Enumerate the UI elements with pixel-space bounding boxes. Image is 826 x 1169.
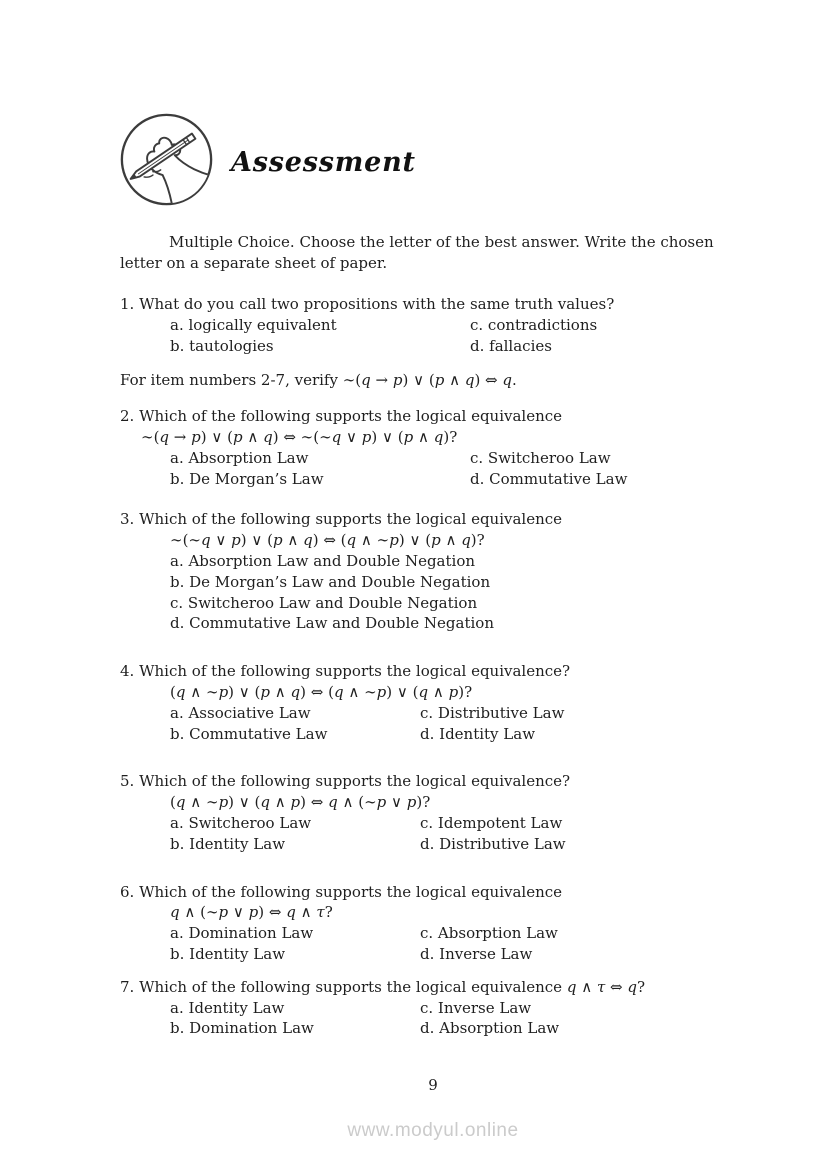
options-list xyxy=(170,448,770,490)
verify-note-formula: ∼(q → p) ∨ (p ∧ q) ⇔ q. xyxy=(342,371,517,390)
question-number: 1. xyxy=(120,295,135,313)
question-group-1 xyxy=(120,294,770,356)
options-list xyxy=(170,813,770,855)
option-b: b. Identity Law xyxy=(170,834,286,853)
option-d: d. Absorption Law xyxy=(420,1019,560,1038)
instructions-paragraph: Multiple Choice. Choose the letter of the best answer. Write the chosen letter on a separate sheet of paper. xyxy=(120,233,714,272)
option-a: a. Absorption Law and Double Negation xyxy=(170,551,476,570)
option-c: c. Inverse Law xyxy=(420,998,532,1017)
option-a: a. Domination Law xyxy=(170,924,314,943)
question-formula: q ∧ (∼p ∨ p) ⇔ q ∧ τ? xyxy=(170,903,333,922)
option-b: b. De Morgan’s Law and Double Negation xyxy=(170,572,491,591)
option-c: c. Switcheroo Law and Double Negation xyxy=(170,593,478,612)
question-formula: ∼(∼q ∨ p) ∨ (p ∧ q) ⇔ (q ∧ ∼p) ∨ (p ∧ q)? xyxy=(170,531,485,550)
question-text: 7. Which of the following supports the logical equivalence q ∧ τ ⇔ q? xyxy=(120,977,646,996)
option-a: a. Associative Law xyxy=(170,703,311,722)
page-number: 9 xyxy=(428,1076,438,1094)
options-list xyxy=(170,923,770,965)
option-d: d. fallacies xyxy=(470,336,552,355)
option-b: b. Commutative Law xyxy=(170,724,328,743)
option-a: a. logically equivalent xyxy=(170,315,337,334)
options-list xyxy=(170,315,770,357)
question-4 xyxy=(120,661,770,744)
writing-hand-icon xyxy=(118,111,215,208)
option-b: b. Domination Law xyxy=(170,1019,314,1038)
option-c: c. contradictions xyxy=(470,315,598,334)
question-text: 2. Which of the following supports the logical equivalence xyxy=(120,407,563,426)
question-number: 6. xyxy=(120,882,135,901)
option-b: b. De Morgan’s Law xyxy=(170,469,324,488)
option-d: d. Commutative Law xyxy=(470,469,628,488)
question-5 xyxy=(120,771,770,854)
options-list xyxy=(170,551,770,634)
option-d: d. Inverse Law xyxy=(420,944,533,963)
question-number: 2. xyxy=(120,407,135,426)
question-text: 1. What do you call two propositions with the same truth values? xyxy=(120,295,615,313)
option-d: d. Distributive Law xyxy=(420,834,566,853)
question-group-2 xyxy=(120,406,770,1039)
question-formula: (q ∧ ∼p) ∨ (q ∧ p) ⇔ q ∧ (∼p ∨ p)? xyxy=(170,793,431,812)
question-2 xyxy=(120,406,770,489)
question-number: 5. xyxy=(120,772,135,791)
page-title: Assessment xyxy=(231,147,416,178)
option-b: b. Identity Law xyxy=(170,944,286,963)
option-d: d. Commutative Law and Double Negation xyxy=(170,614,494,633)
options-list xyxy=(170,703,770,745)
question-6 xyxy=(120,882,770,965)
question-text: 5. Which of the following supports the logical equivalence? xyxy=(120,772,571,791)
option-a: a. Switcheroo Law xyxy=(170,813,312,832)
option-c: c. Idempotent Law xyxy=(420,813,563,832)
question-text: 4. Which of the following supports the logical equivalence? xyxy=(120,662,571,681)
question-1 xyxy=(120,294,770,356)
option-a: a. Absorption Law xyxy=(170,448,309,467)
option-c: c. Absorption Law xyxy=(420,924,558,943)
question-3 xyxy=(120,509,770,634)
option-c: c. Switcheroo Law xyxy=(470,448,611,467)
question-inline-formula: q ∧ τ ⇔ q? xyxy=(566,977,646,996)
question-text: 6. Which of the following supports the logical equivalence xyxy=(120,882,563,901)
options-list xyxy=(170,998,770,1040)
question-text: 3. Which of the following supports the logical equivalence xyxy=(120,510,563,529)
verify-note-text: For item numbers 2-7, verify xyxy=(120,371,343,390)
question-number: 4. xyxy=(120,662,135,681)
watermark: www.modyul.online xyxy=(347,1120,519,1141)
option-a: a. Identity Law xyxy=(170,998,285,1017)
question-formula: ∼(q → p) ∨ (p ∧ q) ⇔ ∼(∼q ∨ p) ∨ (p ∧ q)? xyxy=(141,427,458,446)
option-b: b. tautologies xyxy=(170,336,274,355)
question-formula: (q ∧ ∼p) ∨ (p ∧ q) ⇔ (q ∧ ∼p) ∨ (q ∧ p)? xyxy=(170,682,473,701)
question-7 xyxy=(120,977,770,1039)
question-number: 7. xyxy=(120,977,135,996)
question-number: 3. xyxy=(120,510,135,529)
verify-note xyxy=(120,370,770,391)
questions-area xyxy=(120,294,770,1039)
option-d: d. Identity Law xyxy=(420,724,536,743)
option-c: c. Distributive Law xyxy=(420,703,565,722)
